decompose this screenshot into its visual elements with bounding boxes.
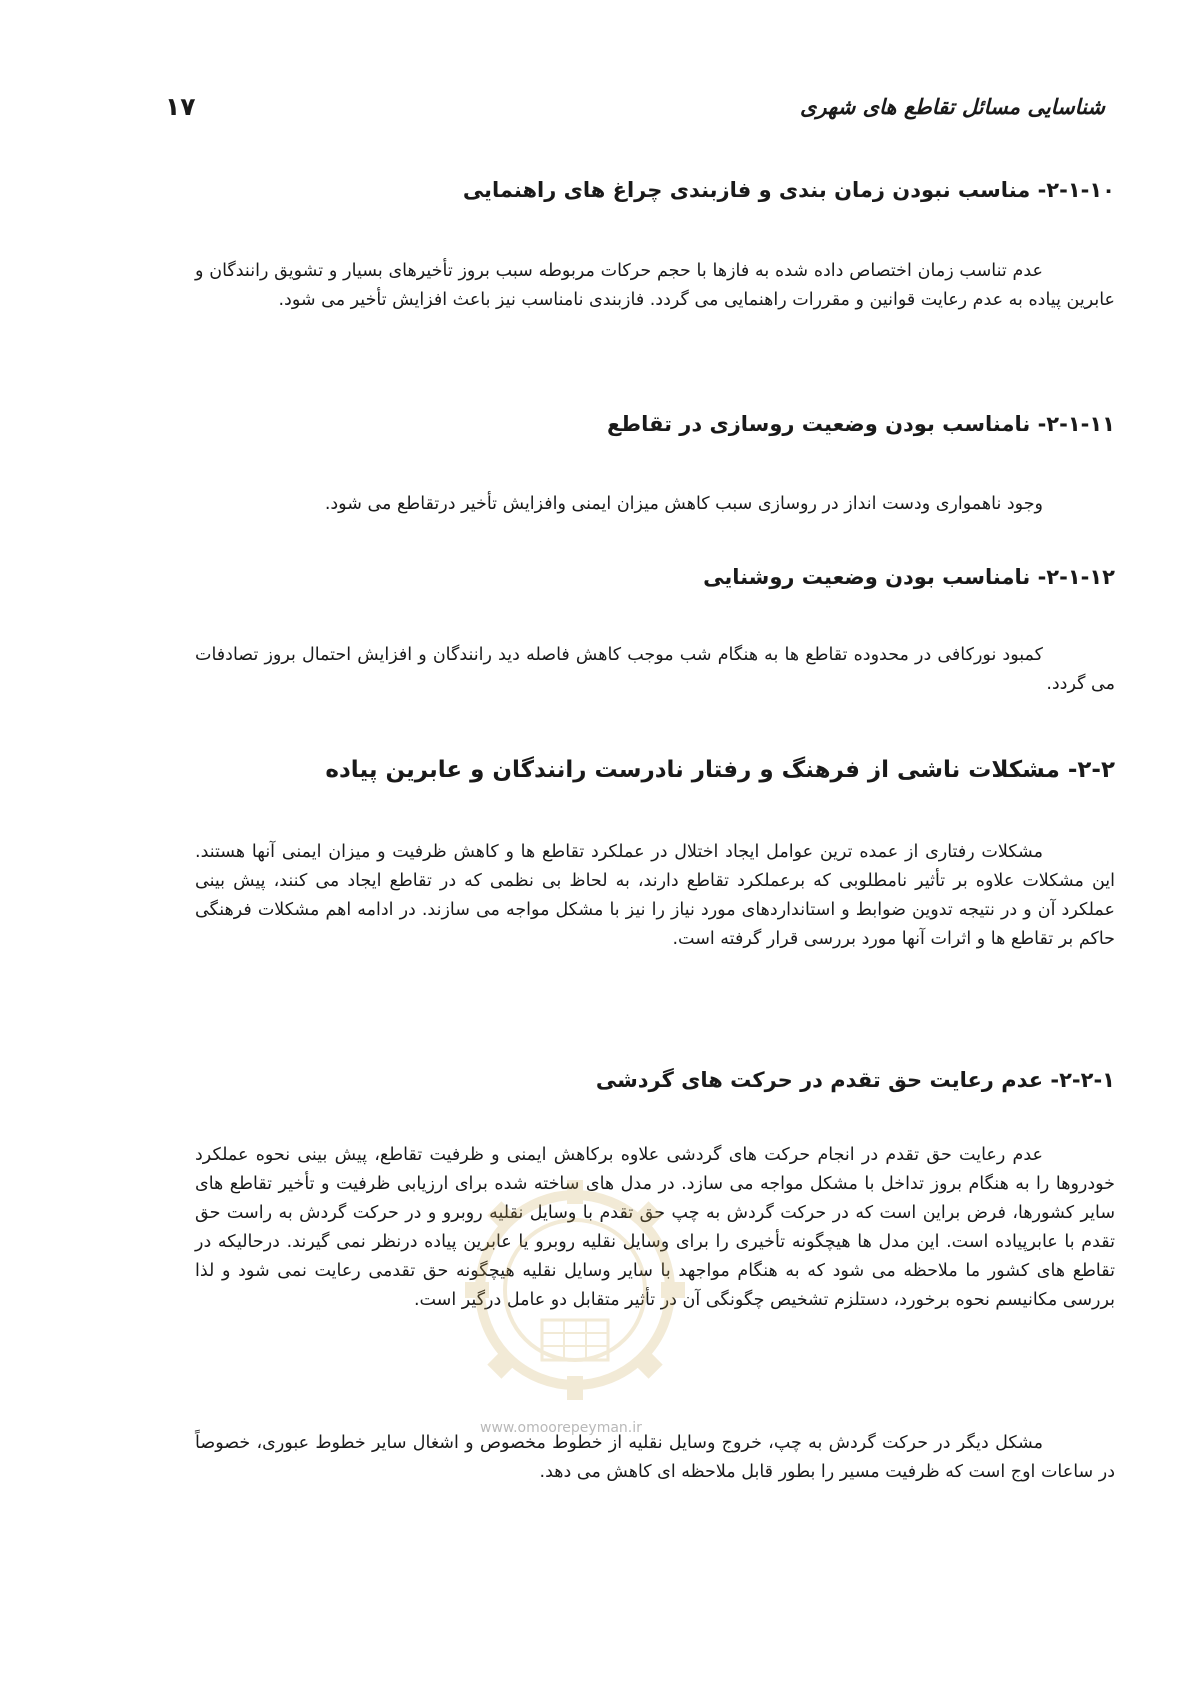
watermark-url: www.omoorepeyman.ir xyxy=(480,1420,642,1436)
paragraph-2-2-1-b: مشکل دیگر در حرکت گردش به چپ، خروج وسایل نقلیه از خطوط مخصوص و اشغال سایر خطوط عبوری، خصوصاً در ساعات اوج است که ظرفیت مسیر را بطور قابل ملاحظه ای کاهش می دهد. xyxy=(195,1433,1115,1482)
paragraph-2-2: مشکلات رفتاری از عمده ترین عوامل ایجاد اختلال در عملکرد تقاطع ها و کاهش ظرفیت و میزان ایمنی آنها هستند. این مشکلات علاوه بر تأثیر نامطلوبی که برعملکرد تقاطع دارند، به لحاظ بی نظمی که در تقاطع ایجاد می کنند، پیش بینی عملکرد آن و در نتیجه تدوین ضوابط و استانداردهای مورد نیاز را نیز با مشکل مواجه می سازند. در ادامه اهم مشکلات فرهنگی حاکم بر تقاطع ها و اثرات آنها مورد بررسی قرار گرفته است. xyxy=(195,842,1115,949)
heading-2-2: ۲-۲- مشکلات ناشی از فرهنگ و رفتار نادرست رانندگان و عابرین پیاده xyxy=(325,757,1115,783)
heading-2-1-10: ۲-۱-۱۰- مناسب نبودن زمان بندی و فازبندی چراغ های راهنمایی xyxy=(462,178,1115,202)
paragraph-2-1-10: عدم تناسب زمان اختصاص داده شده به فازها با حجم حرکات مربوطه سبب بروز تأخیرهای بسیار و تشویق رانندگان و عابرین پیاده به عدم رعایت قوانین و مقررات راهنمایی می گردد. فازبندی نامناسب نیز باعث افزایش تأخیر می شود. xyxy=(195,261,1115,310)
heading-2-1-12: ۲-۱-۱۲- نامناسب بودن وضعیت روشنایی xyxy=(703,565,1115,589)
paragraph-2-1-12: کمبود نورکافی در محدوده تقاطع ها به هنگام شب موجب کاهش فاصله دید رانندگان و افزایش احتمال بروز تصادفات می گردد. xyxy=(195,645,1115,694)
running-title: شناسایی مسائل تقاطع های شهری xyxy=(799,95,1105,119)
heading-2-1-11: ۲-۱-۱۱- نامناسب بودن وضعیت روسازی در تقاطع xyxy=(606,412,1115,436)
page-number: ۱۷ xyxy=(165,92,196,121)
paragraph-2-2-1-a: عدم رعایت حق تقدم در انجام حرکت های گردشی علاوه برکاهش ایمنی و ظرفیت تقاطع، پیش بینی نحوه عملکرد خودروها را به هنگام بروز تداخل با مشکل مواجه می سازد. در مدل های ساخته شده برای ارزیابی ظرفیت و تأخیر تقاطع های سایر کشورها، فرض براین است که در حرکت گردش به چپ حق تقدم با وسایل نقلیه روبرو و در حرکت گردش به راست حق تقدم با عابرپیاده است. این مدل ها هیچگونه تأخیری را برای وسایل نقلیه روبرو یا عابرین پیاده درنظر نمی گیرند. درحالیکه در تقاطع های کشور ما ملاحظه می شود که به هنگام مواجهد با سایر وسایل نقلیه هیچگونه حق تقدمی رعایت نمی شود و لذا بررسی مکانیسم نحوه برخورد، دستلزم تشخیص چگونگی آن در تأثیر متقابل دو عامل درگیر است. xyxy=(195,1145,1115,1310)
heading-2-2-1: ۲-۲-۱- عدم رعایت حق تقدم در حرکت های گردشی xyxy=(595,1068,1115,1092)
paragraph-2-1-11: وجود ناهمواری ودست انداز در روسازی سبب کاهش میزان ایمنی وافزایش تأخیر درتقاطع می شود. xyxy=(324,494,1043,514)
